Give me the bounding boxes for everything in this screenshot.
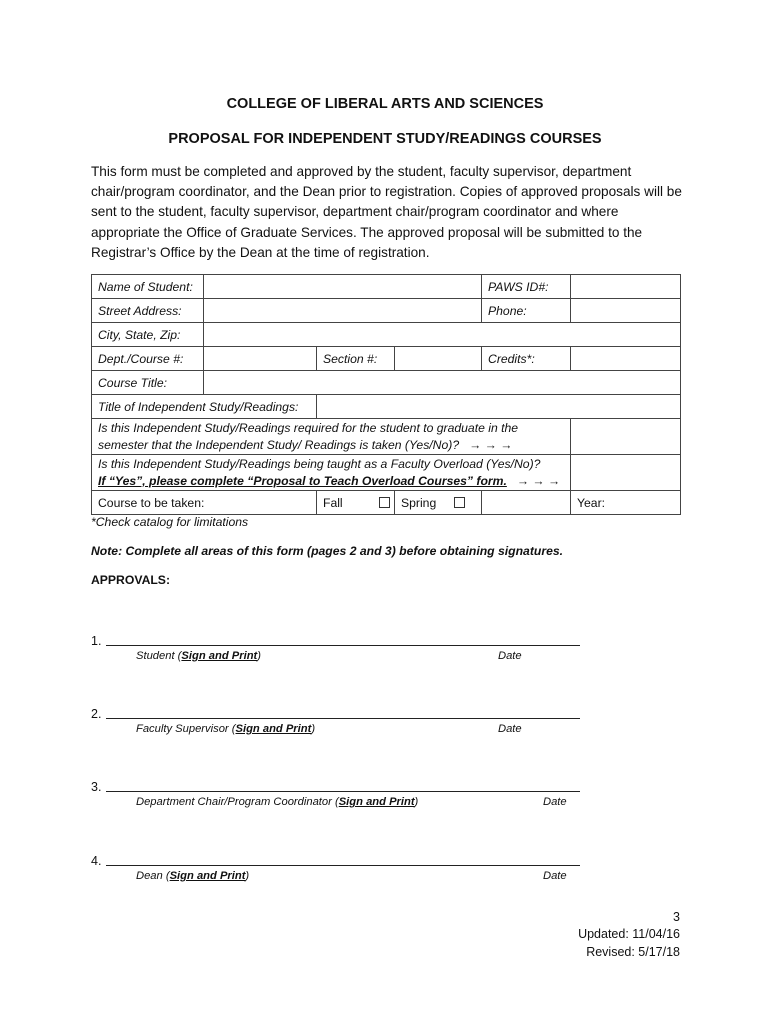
section-label: Section #: [317,347,395,371]
signer-role: Student [136,650,175,662]
section-field[interactable] [395,347,482,371]
overload-question-cell [92,455,571,491]
form-row-street [92,299,681,323]
credits-label: Credits*: [482,347,571,371]
signature-block-student [91,630,591,666]
form-row-dept [92,347,681,371]
spring-label: Spring [401,495,437,510]
signature-caption: Department Chair/Program Coordinator (Sign and Print) Date [136,796,567,808]
proposal-form-table [91,274,681,515]
form-row-course-title [92,371,681,395]
paws-id-label: PAWS ID#: [482,275,571,299]
course-title-field[interactable] [204,371,681,395]
page-number: 3 [673,910,680,924]
signature-line[interactable] [91,703,591,721]
dept-course-field[interactable] [204,347,317,371]
signature-number: 2. [91,707,102,721]
date-label: Date [498,650,522,662]
signature-rule [106,865,580,866]
fall-checkbox[interactable] [379,497,390,508]
phone-label: Phone: [482,299,571,323]
name-of-student-field[interactable] [204,275,482,299]
overload-answer-field[interactable] [571,455,681,491]
date-label: Date [543,870,567,882]
form-title: PROPOSAL FOR INDEPENDENT STUDY/READINGS COURSES [168,131,602,147]
signature-rule [106,791,580,792]
signature-number: 4. [91,854,102,868]
city-state-zip-label: City, State, Zip: [92,323,204,347]
signature-line[interactable] [91,776,591,794]
street-address-label: Street Address: [92,299,204,323]
signature-line[interactable] [91,850,591,868]
credits-field[interactable] [571,347,681,371]
signature-block-dean [91,850,591,886]
signature-rule [106,718,580,719]
phone-field[interactable] [571,299,681,323]
form-row-required [92,419,681,455]
form-row-overload [92,455,681,491]
catalog-footnote: *Check catalog for limitations [91,515,249,529]
signature-caption: Dean (Sign and Print) Date [136,870,567,882]
signature-caption: Student (Sign and Print) Date [136,650,522,662]
signature-rule [106,645,580,646]
paws-id-field[interactable] [571,275,681,299]
college-title: COLLEGE OF LIBERAL ARTS AND SCIENCES [226,96,544,112]
sign-and-print-label: Sign and Print [169,870,246,882]
form-row-course-taken [92,491,681,515]
required-question-cell [92,419,571,455]
required-answer-field[interactable] [571,419,681,455]
signature-note: Note: Complete all areas of this form (pages 2 and 3) before obtaining signatures. [91,544,564,558]
city-state-zip-field[interactable] [204,323,681,347]
date-label: Date [498,723,522,735]
arrow-right-icon: → → → [469,437,513,452]
name-of-student-label: Name of Student: [92,275,204,299]
study-title-field[interactable] [317,395,681,419]
dept-course-label: Dept./Course #: [92,347,204,371]
fall-label: Fall [323,495,343,510]
spring-option[interactable] [395,491,482,515]
sign-and-print-label: Sign and Print [181,650,258,662]
signature-block-faculty [91,703,591,739]
overload-note: If “Yes”, please complete “Proposal to Teach Overload Courses” form. [98,473,507,488]
study-title-label: Title of Independent Study/Readings: [92,395,317,419]
signer-role: Dean [136,870,163,882]
course-title-label: Course Title: [92,371,204,395]
intro-paragraph: This form must be completed and approved by the student, faculty supervisor, department chair/program coordinator, and the Dean prior to registration. Copies of approved proposals will be sent to the student, faculty supervisor, department chair/program coordinator and where appropriate the Office of Graduate Services. The approved proposal will be submitted to the Registrar’s Office by the Dean at the time of registration. [91,164,682,260]
signature-block-chair [91,776,591,812]
date-label: Date [543,796,567,808]
signature-caption: Faculty Supervisor (Sign and Print) Date [136,723,522,735]
year-label: Year: [571,491,681,515]
sign-and-print-label: Sign and Print [235,723,312,735]
updated-date: Updated: 11/04/16 [578,927,680,941]
form-row-study-title [92,395,681,419]
signature-number: 3. [91,780,102,794]
arrow-right-icon: → → → [516,473,561,488]
overload-question: Is this Independent Study/Readings being taught as a Faculty Overload (Yes/No)? [98,456,541,471]
required-question: Is this Independent Study/Readings required for the student to graduate in the semester that the Independent Study/ Readings is taken (Yes/No)? [98,420,519,452]
course-to-be-taken-label: Course to be taken: [92,491,317,515]
signature-line[interactable] [91,630,591,648]
revised-date: Revised: 5/17/18 [586,945,680,959]
approvals-heading: APPROVALS: [91,573,170,587]
year-field[interactable] [482,491,571,515]
signer-role: Faculty Supervisor [136,723,229,735]
fall-option[interactable] [317,491,395,515]
street-address-field[interactable] [204,299,482,323]
signature-number: 1. [91,634,102,648]
form-row-name [92,275,681,299]
signer-role: Department Chair/Program Coordinator [136,796,332,808]
form-row-city [92,323,681,347]
sign-and-print-label: Sign and Print [338,796,415,808]
spring-checkbox[interactable] [454,497,465,508]
